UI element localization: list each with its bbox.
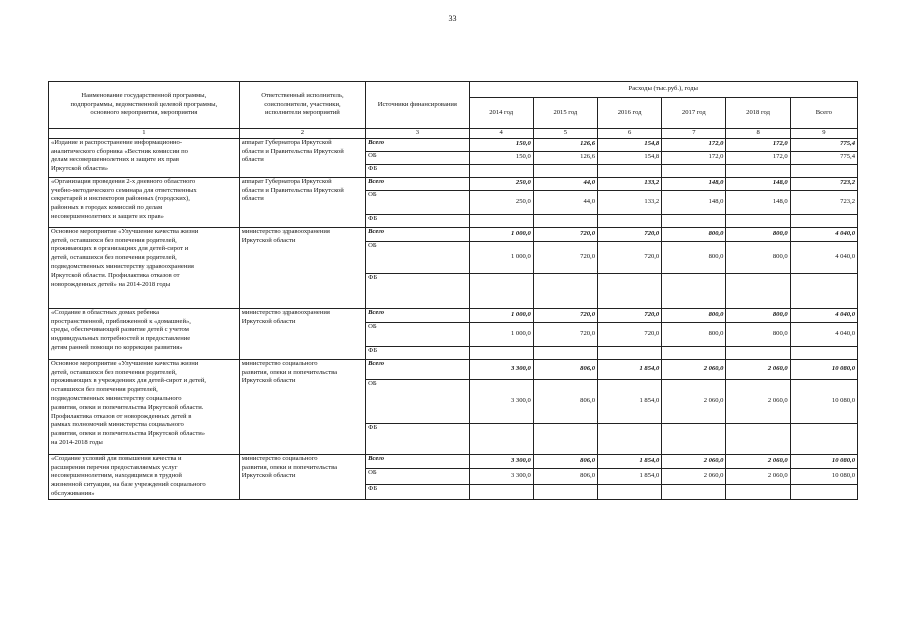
amount-cell: 806,0 <box>533 359 597 379</box>
amount-cell: 148,0 <box>662 190 726 214</box>
executor-cell: министерство здравоохранения Иркутской области <box>239 308 365 359</box>
amount-cell: 133,2 <box>598 177 662 190</box>
amount-cell <box>598 423 662 454</box>
amount-cell: 806,0 <box>533 379 597 423</box>
amount-cell: 148,0 <box>662 177 726 190</box>
source-cell: Всего <box>366 177 469 190</box>
source-cell: Всего <box>366 454 469 469</box>
index-cell: 8 <box>726 129 790 139</box>
amount-cell <box>726 346 790 359</box>
amount-cell <box>726 485 790 500</box>
amount-cell <box>469 273 533 308</box>
index-cell: 2 <box>239 129 365 139</box>
amount-cell <box>469 214 533 227</box>
amount-cell: 154,8 <box>598 151 662 164</box>
index-cell: 5 <box>533 129 597 139</box>
amount-cell: 3 300,0 <box>469 359 533 379</box>
amount-cell <box>726 214 790 227</box>
amount-cell: 2 060,0 <box>726 359 790 379</box>
source-cell: ФБ <box>366 273 469 308</box>
header-source: Источники финансирования <box>366 82 469 129</box>
amount-cell <box>533 485 597 500</box>
amount-cell: 133,2 <box>598 190 662 214</box>
amount-cell: 250,0 <box>469 190 533 214</box>
header-year: 2015 год <box>533 98 597 129</box>
index-cell: 1 <box>49 129 240 139</box>
amount-cell: 172,0 <box>726 151 790 164</box>
amount-cell: 172,0 <box>662 138 726 151</box>
header-program: Наименование государственной программы, подпрограммы, ведомственной целевой программы, основного мероприятия, мероприятия <box>49 82 240 129</box>
amount-cell <box>598 164 662 177</box>
program-name-cell: «Создание условий для повышения качества и расширения перечня предоставляемых услуг несовершеннолетним, находящимся в трудной жизненной ситуации, на базе учреждений социального обслуживания» <box>49 454 240 499</box>
amount-cell: 3 300,0 <box>469 379 533 423</box>
amount-cell <box>469 164 533 177</box>
amount-cell: 148,0 <box>726 177 790 190</box>
program-name-cell: Основное мероприятие «Улучшение качества жизни детей, оставшихся без попечения родителей, проживающих в учреждениях для детей-сирот и детей, оставшихся без попечения родителей, подведомственных министерству социального развития, опеки и попечительства Иркутской области. Профилактика отказов от новорожденных детей в рамках полномочий министерства социального развития, опеки и попечительства Иркутской области» на 2014-2018 годы <box>49 359 240 454</box>
amount-cell <box>790 164 857 177</box>
source-cell: ОБ <box>366 322 469 346</box>
amount-cell: 172,0 <box>662 151 726 164</box>
source-cell: Всего <box>366 227 469 241</box>
amount-cell: 148,0 <box>726 190 790 214</box>
source-cell: Всего <box>366 308 469 322</box>
amount-cell: 1 854,0 <box>598 469 662 485</box>
amount-cell: 2 060,0 <box>662 469 726 485</box>
amount-cell: 150,0 <box>469 151 533 164</box>
source-cell: ФБ <box>366 214 469 227</box>
amount-cell: 720,0 <box>598 322 662 346</box>
executor-cell: министерство здравоохранения Иркутской области <box>239 227 365 308</box>
index-cell: 3 <box>366 129 469 139</box>
amount-cell <box>598 273 662 308</box>
table-row <box>49 359 858 379</box>
amount-cell: 10 080,0 <box>790 454 857 469</box>
amount-cell: 800,0 <box>662 308 726 322</box>
source-cell: ОБ <box>366 190 469 214</box>
header-year: 2017 год <box>662 98 726 129</box>
executor-cell: аппарат Губернатора Иркутской области и Правительства Иркутской области <box>239 177 365 227</box>
amount-cell: 126,6 <box>533 138 597 151</box>
amount-cell: 2 060,0 <box>662 379 726 423</box>
amount-cell <box>726 423 790 454</box>
program-name-cell: «Создание в областных домах ребенка пространственной, приближенной к «домашней», среды, обеспечивающей развитие детей с учетом индивидуальных потребностей и предоставление детям ранней помощи по коррекции развития» <box>49 308 240 359</box>
amount-cell <box>662 346 726 359</box>
index-cell: 6 <box>598 129 662 139</box>
header-expenses: Расходы (тыс.руб.), годы <box>469 82 857 98</box>
amount-cell: 800,0 <box>662 227 726 241</box>
source-cell: ФБ <box>366 164 469 177</box>
executor-cell: министерство социального развития, опеки и попечительства Иркутской области <box>239 454 365 499</box>
amount-cell <box>598 485 662 500</box>
source-cell: ОБ <box>366 241 469 273</box>
table-row <box>49 227 858 241</box>
amount-cell: 10 080,0 <box>790 379 857 423</box>
amount-cell: 1 854,0 <box>598 379 662 423</box>
amount-cell: 4 040,0 <box>790 227 857 241</box>
amount-cell: 250,0 <box>469 177 533 190</box>
source-cell: ФБ <box>366 346 469 359</box>
index-cell: 7 <box>662 129 726 139</box>
amount-cell: 720,0 <box>533 322 597 346</box>
amount-cell: 775,4 <box>790 151 857 164</box>
amount-cell: 2 060,0 <box>662 359 726 379</box>
amount-cell: 2 060,0 <box>726 469 790 485</box>
amount-cell: 10 080,0 <box>790 469 857 485</box>
source-cell: ОБ <box>366 379 469 423</box>
amount-cell: 154,8 <box>598 138 662 151</box>
amount-cell: 723,2 <box>790 177 857 190</box>
amount-cell <box>533 164 597 177</box>
amount-cell: 806,0 <box>533 469 597 485</box>
source-cell: Всего <box>366 359 469 379</box>
amount-cell: 800,0 <box>726 241 790 273</box>
amount-cell: 1 854,0 <box>598 359 662 379</box>
amount-cell: 1 000,0 <box>469 322 533 346</box>
amount-cell: 720,0 <box>533 227 597 241</box>
program-name-cell: «Организация проведения 2-х дневного областного учебно-методического семинара для ответственных секретарей и инспекторов районных (городских), районных в городах комиссий по делам несовершеннолетних и защите их прав» <box>49 177 240 227</box>
amount-cell <box>726 273 790 308</box>
amount-cell: 1 000,0 <box>469 241 533 273</box>
amount-cell: 1 000,0 <box>469 227 533 241</box>
amount-cell <box>662 164 726 177</box>
amount-cell <box>598 214 662 227</box>
amount-cell: 800,0 <box>662 241 726 273</box>
amount-cell: 720,0 <box>533 308 597 322</box>
expenses-table <box>48 81 858 500</box>
amount-cell <box>533 273 597 308</box>
source-cell: ОБ <box>366 151 469 164</box>
amount-cell: 150,0 <box>469 138 533 151</box>
table-row <box>49 138 858 151</box>
amount-cell <box>469 423 533 454</box>
source-cell: ФБ <box>366 423 469 454</box>
amount-cell <box>790 485 857 500</box>
amount-cell: 4 040,0 <box>790 241 857 273</box>
amount-cell: 2 060,0 <box>726 379 790 423</box>
amount-cell: 800,0 <box>726 227 790 241</box>
amount-cell: 800,0 <box>726 308 790 322</box>
amount-cell: 126,6 <box>533 151 597 164</box>
page-number: 33 <box>448 14 457 23</box>
executor-cell: министерство социального развития, опеки и попечительства Иркутской области <box>239 359 365 454</box>
amount-cell <box>790 346 857 359</box>
amount-cell: 2 060,0 <box>726 454 790 469</box>
amount-cell: 1 854,0 <box>598 454 662 469</box>
amount-cell <box>533 214 597 227</box>
amount-cell: 806,0 <box>533 454 597 469</box>
source-cell: ФБ <box>366 485 469 500</box>
header-year: 2016 год <box>598 98 662 129</box>
amount-cell <box>790 273 857 308</box>
table-row <box>49 454 858 469</box>
amount-cell <box>790 423 857 454</box>
index-cell: 4 <box>469 129 533 139</box>
amount-cell: 2 060,0 <box>662 454 726 469</box>
amount-cell <box>790 214 857 227</box>
amount-cell: 3 300,0 <box>469 469 533 485</box>
amount-cell: 172,0 <box>726 138 790 151</box>
amount-cell: 10 080,0 <box>790 359 857 379</box>
amount-cell: 3 300,0 <box>469 454 533 469</box>
amount-cell <box>533 346 597 359</box>
amount-cell: 4 040,0 <box>790 308 857 322</box>
amount-cell: 720,0 <box>598 308 662 322</box>
program-name-cell: «Издание и распространение информационно- аналитического сборника «Вестник комиссии по делам несовершеннолетних и защите их прав Иркутской области» <box>49 138 240 177</box>
amount-cell <box>469 346 533 359</box>
index-cell: 9 <box>790 129 857 139</box>
executor-cell: аппарат Губернатора Иркутской области и Правительства Иркутской области <box>239 138 365 177</box>
amount-cell: 800,0 <box>726 322 790 346</box>
program-name-cell: Основное мероприятие «Улучшение качества жизни детей, оставшихся без попечения родителей, проживающих в организациях для детей-сирот и детей, оставшихся без попечения родителей, подведомственных министерству здравоохранения Иркутской области. Профилактика отказов от новорожденных детей» на 2014-2018 годы <box>49 227 240 308</box>
amount-cell <box>662 214 726 227</box>
amount-cell: 720,0 <box>598 227 662 241</box>
amount-cell: 723,2 <box>790 190 857 214</box>
amount-cell: 800,0 <box>662 322 726 346</box>
amount-cell <box>662 423 726 454</box>
header-total: Всего <box>790 98 857 129</box>
header-year: 2014 год <box>469 98 533 129</box>
amount-cell <box>469 485 533 500</box>
amount-cell <box>726 164 790 177</box>
amount-cell: 775,4 <box>790 138 857 151</box>
amount-cell: 44,0 <box>533 177 597 190</box>
amount-cell: 720,0 <box>533 241 597 273</box>
amount-cell <box>533 423 597 454</box>
amount-cell <box>662 485 726 500</box>
amount-cell: 4 040,0 <box>790 322 857 346</box>
amount-cell: 1 000,0 <box>469 308 533 322</box>
amount-cell: 44,0 <box>533 190 597 214</box>
source-cell: ОБ <box>366 469 469 485</box>
source-cell: Всего <box>366 138 469 151</box>
table-row <box>49 177 858 190</box>
header-year: 2018 год <box>726 98 790 129</box>
amount-cell <box>598 346 662 359</box>
table-row <box>49 308 858 322</box>
header-executor: Ответственный исполнитель, соисполнители, участники, исполнители мероприятий <box>239 82 365 129</box>
amount-cell: 720,0 <box>598 241 662 273</box>
amount-cell <box>662 273 726 308</box>
